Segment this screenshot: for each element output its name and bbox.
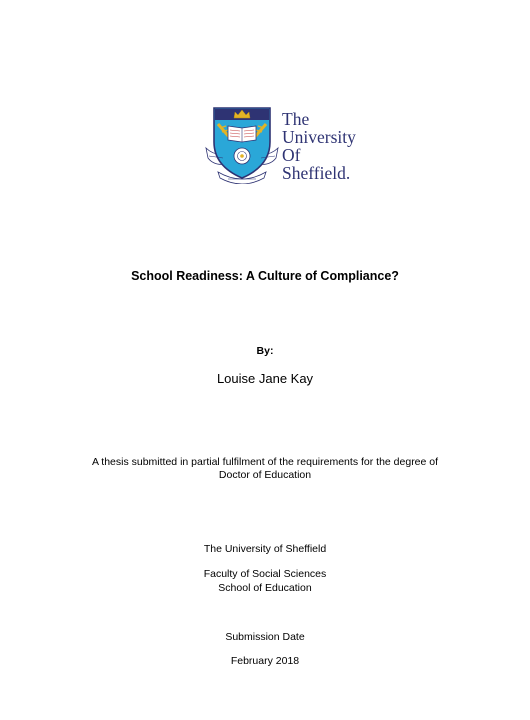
degree-statement-line: A thesis submitted in partial fulfilment of the requirements for the degree of	[91, 456, 439, 468]
wordmark-line: The	[282, 109, 310, 129]
thesis-title: School Readiness: A Culture of Compliance?	[131, 269, 399, 283]
wordmark-line: University	[282, 127, 356, 147]
degree-statement	[0, 456, 530, 482]
by-label: By:	[256, 345, 274, 357]
degree-statement-line: Doctor of Education	[218, 469, 312, 481]
faculty-line: Faculty of Social Sciences	[203, 568, 327, 580]
university-crest-icon	[204, 104, 280, 184]
submission-date: February 2018	[230, 655, 300, 667]
faculty-block	[0, 567, 530, 595]
university-wordmark	[282, 110, 356, 182]
submission-date-label: Submission Date	[225, 631, 305, 643]
faculty-line: School of Education	[218, 582, 312, 594]
wordmark-line: Of	[282, 145, 301, 165]
wordmark-line: Sheffield.	[282, 163, 351, 183]
institution-name: The University of Sheffield	[203, 543, 327, 555]
university-logo	[204, 104, 364, 184]
author-name: Louise Jane Kay	[216, 371, 314, 386]
